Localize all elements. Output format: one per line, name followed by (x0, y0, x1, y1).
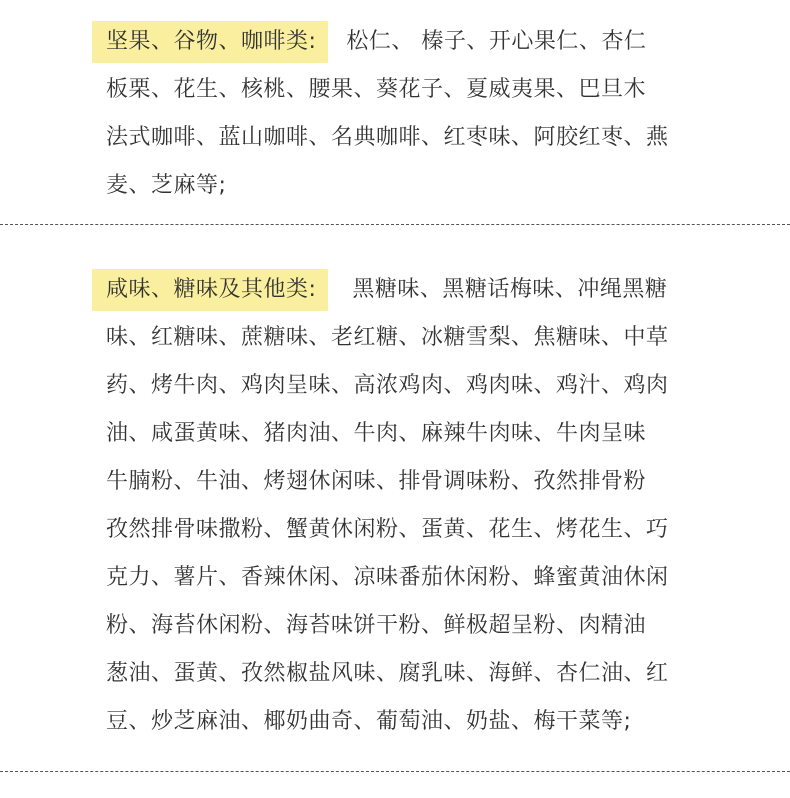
flavor-list-line: 克力、薯片、香辣休闲、凉味番茄休闲粉、蜂蜜黄油休闲 (106, 565, 669, 590)
flavor-list-line: 松仁、 榛子、开心果仁、杏仁 (346, 29, 647, 54)
section-first-line (92, 266, 692, 314)
flavor-list-line: 法式咖啡、蓝山咖啡、名典咖啡、红枣味、阿胶红枣、燕 (106, 125, 669, 150)
section-divider (0, 224, 790, 225)
flavor-list-line: 牛腩粉、牛油、烤翅休闲味、排骨调味粉、孜然排骨粉 (106, 469, 647, 494)
section-first-line (92, 18, 692, 66)
section-divider (0, 771, 790, 772)
section-label: 咸味、糖味及其他类: (92, 269, 328, 311)
savory-sweet-other-section (92, 266, 692, 746)
flavor-list-line: 板栗、花生、核桃、腰果、葵花子、夏威夷果、巴旦木 (106, 77, 647, 102)
flavor-list-line: 孜然排骨味撒粉、蟹黄休闲粉、蛋黄、花生、烤花生、巧 (106, 517, 669, 542)
flavor-list-line: 葱油、蛋黄、孜然椒盐风味、腐乳味、海鲜、杏仁油、红 (106, 661, 669, 686)
flavor-list-line: 油、咸蛋黄味、猪肉油、牛肉、麻辣牛肉味、牛肉呈味 (106, 421, 647, 446)
flavor-list-line: 豆、炒芝麻油、椰奶曲奇、葡萄油、奶盐、梅干菜等; (106, 709, 632, 734)
flavor-list-line: 黑糖味、黑糖话梅味、冲绳黑糖 (352, 277, 668, 302)
flavor-list-line: 药、烤牛肉、鸡肉呈味、高浓鸡肉、鸡肉味、鸡汁、鸡肉 (106, 373, 669, 398)
nuts-grains-coffee-section (92, 18, 692, 210)
flavor-list-line: 味、红糖味、蔗糖味、老红糖、冰糖雪梨、焦糖味、中草 (106, 325, 669, 350)
section-label: 坚果、谷物、咖啡类: (92, 21, 328, 63)
flavor-list-line: 麦、芝麻等; (106, 173, 227, 198)
flavor-list-line: 粉、海苔休闲粉、海苔味饼干粉、鲜极超呈粉、肉精油 (106, 613, 647, 638)
